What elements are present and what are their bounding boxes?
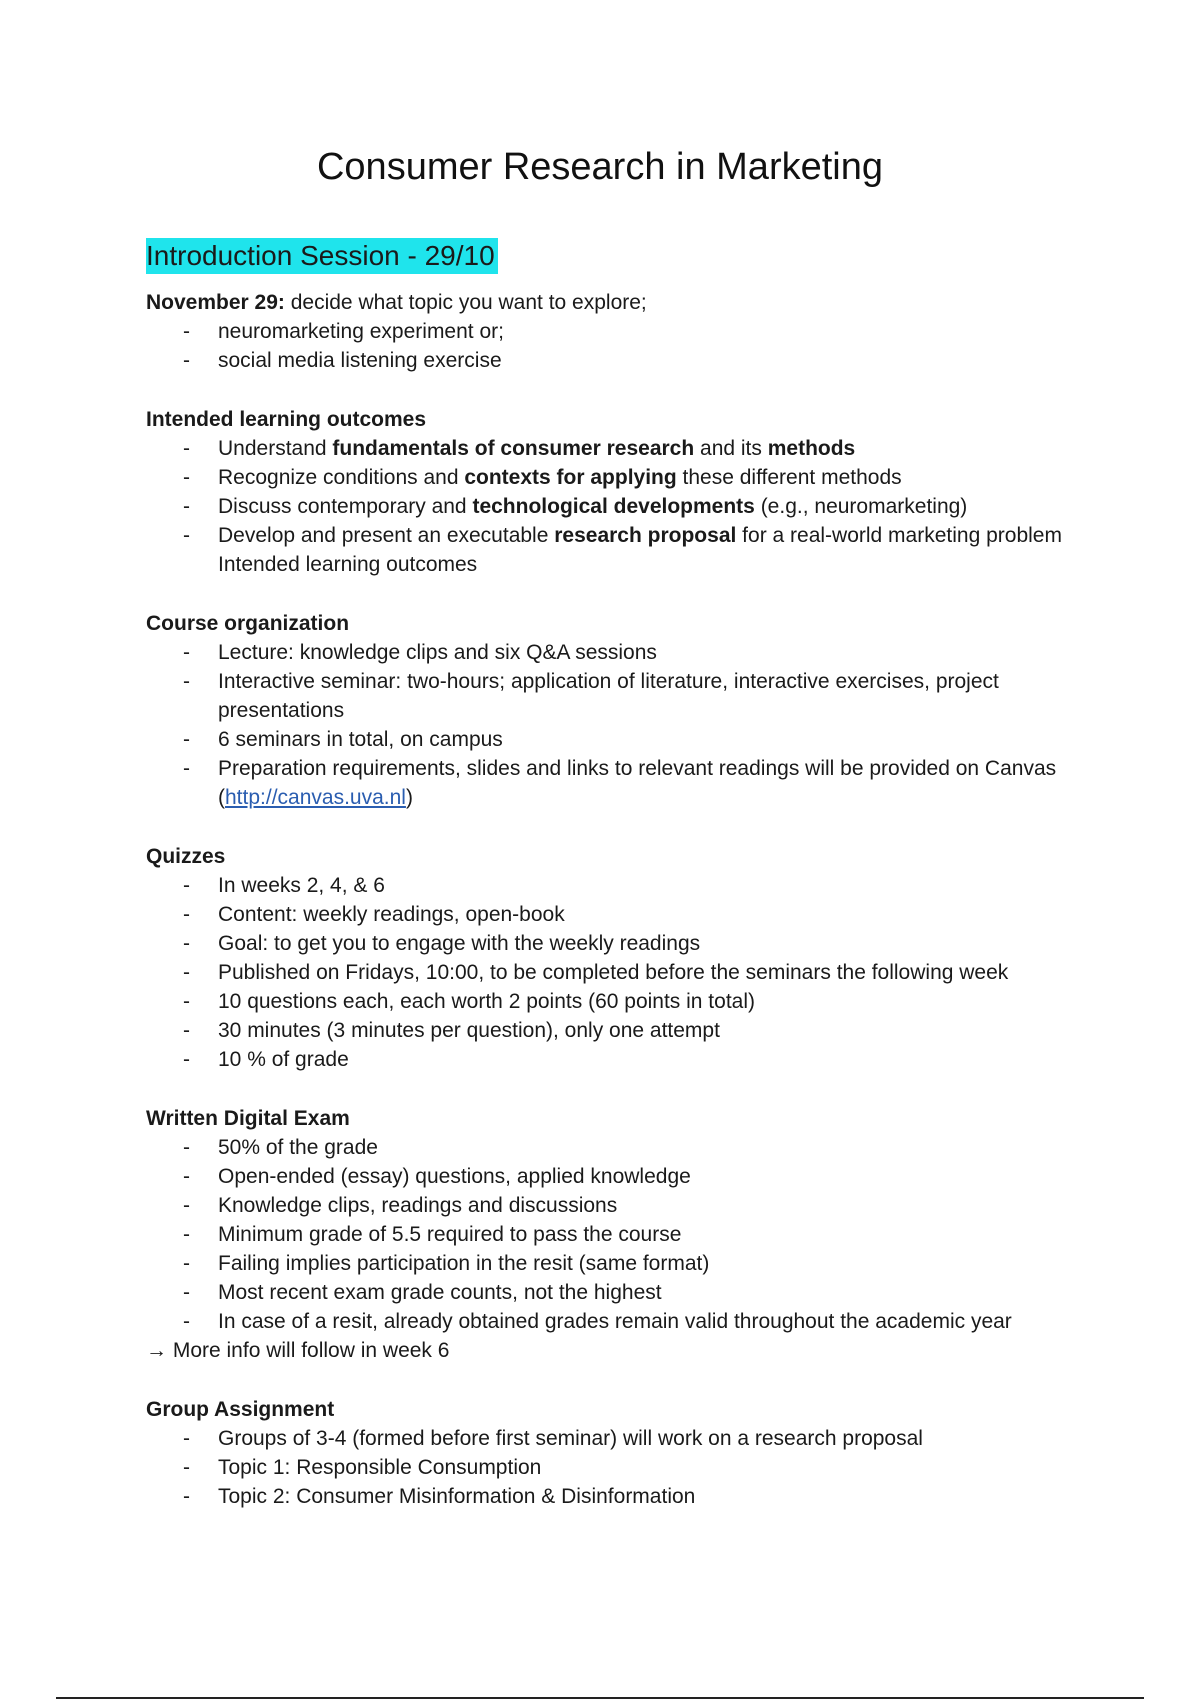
list-item: - Content: weekly readings, open-book — [146, 900, 1066, 929]
exam-note: → More info will follow in week 6 — [146, 1339, 450, 1362]
section-title: Group Assignment — [146, 1398, 335, 1421]
group-list — [146, 1424, 1066, 1511]
intro-line — [146, 288, 1066, 317]
outcomes-list — [146, 434, 1066, 579]
section-title: Course organization — [146, 612, 350, 635]
list-item: - Knowledge clips, readings and discussions — [146, 1191, 1066, 1220]
list-item: - Failing implies participation in the resit (same format) — [146, 1249, 1066, 1278]
list-item: - Most recent exam grade counts, not the highest — [146, 1278, 1066, 1307]
list-item: - Topic 1: Responsible Consumption — [146, 1453, 1066, 1482]
list-item: - In weeks 2, 4, & 6 — [146, 871, 1066, 900]
section-organization — [146, 609, 1066, 812]
list-item: - Recognize conditions and contexts for applying these different methods — [146, 463, 1066, 492]
session-heading: Introduction Session - 29/10 — [146, 238, 498, 274]
list-item: - 50% of the grade — [146, 1133, 1066, 1162]
list-item: - Interactive seminar: two-hours; application of literature, interactive exercises, project presentations — [146, 667, 1066, 725]
list-item: - 6 seminars in total, on campus — [146, 725, 1066, 754]
list-item: - Groups of 3-4 (formed before first seminar) will work on a research proposal — [146, 1424, 1066, 1453]
list-item: - Topic 2: Consumer Misinformation & Disinformation — [146, 1482, 1066, 1511]
list-item: - Open-ended (essay) questions, applied knowledge — [146, 1162, 1066, 1191]
list-item: - social media listening exercise — [146, 346, 1066, 375]
intro-list — [146, 317, 1066, 375]
list-item: - 10 % of grade — [146, 1045, 1066, 1074]
list-item: - 10 questions each, each worth 2 points (60 points in total) — [146, 987, 1066, 1016]
intro-date: November 29: — [146, 291, 285, 314]
document-body — [146, 288, 1066, 1511]
list-item: - Minimum grade of 5.5 required to pass the course — [146, 1220, 1066, 1249]
list-item: - Discuss contemporary and technological developments (e.g., neuromarketing) — [146, 492, 1066, 521]
list-item: - 30 minutes (3 minutes per question), only one attempt — [146, 1016, 1066, 1045]
exam-list — [146, 1133, 1066, 1336]
section-outcomes — [146, 405, 1066, 579]
list-item: - Develop and present an executable research proposal for a real-world marketing problem Intended learning outcomes — [146, 521, 1066, 579]
organization-list — [146, 638, 1066, 812]
list-item: - Published on Fridays, 10:00, to be completed before the seminars the following week — [146, 958, 1066, 987]
list-item: - Preparation requirements, slides and links to relevant readings will be provided on Canvas (http://canvas.uva.nl) — [146, 754, 1066, 812]
section-title: Intended learning outcomes — [146, 408, 427, 431]
list-item: - Understand fundamentals of consumer research and its methods — [146, 434, 1066, 463]
section-title: Written Digital Exam — [146, 1107, 350, 1130]
section-quizzes — [146, 842, 1066, 1074]
list-item: - Goal: to get you to engage with the weekly readings — [146, 929, 1066, 958]
list-item: - In case of a resit, already obtained grades remain valid throughout the academic year — [146, 1307, 1066, 1336]
intro-text: decide what topic you want to explore; — [284, 291, 647, 314]
list-item: - Lecture: knowledge clips and six Q&A sessions — [146, 638, 1066, 667]
section-group-assignment — [146, 1395, 1066, 1511]
quizzes-list — [146, 871, 1066, 1074]
section-exam — [146, 1104, 1066, 1365]
list-item: - neuromarketing experiment or; — [146, 317, 1066, 346]
canvas-link[interactable]: http://canvas.uva.nl — [225, 786, 406, 809]
page-divider — [56, 1697, 1144, 1699]
section-title: Quizzes — [146, 845, 226, 868]
page-title: Consumer Research in Marketing — [316, 146, 883, 188]
